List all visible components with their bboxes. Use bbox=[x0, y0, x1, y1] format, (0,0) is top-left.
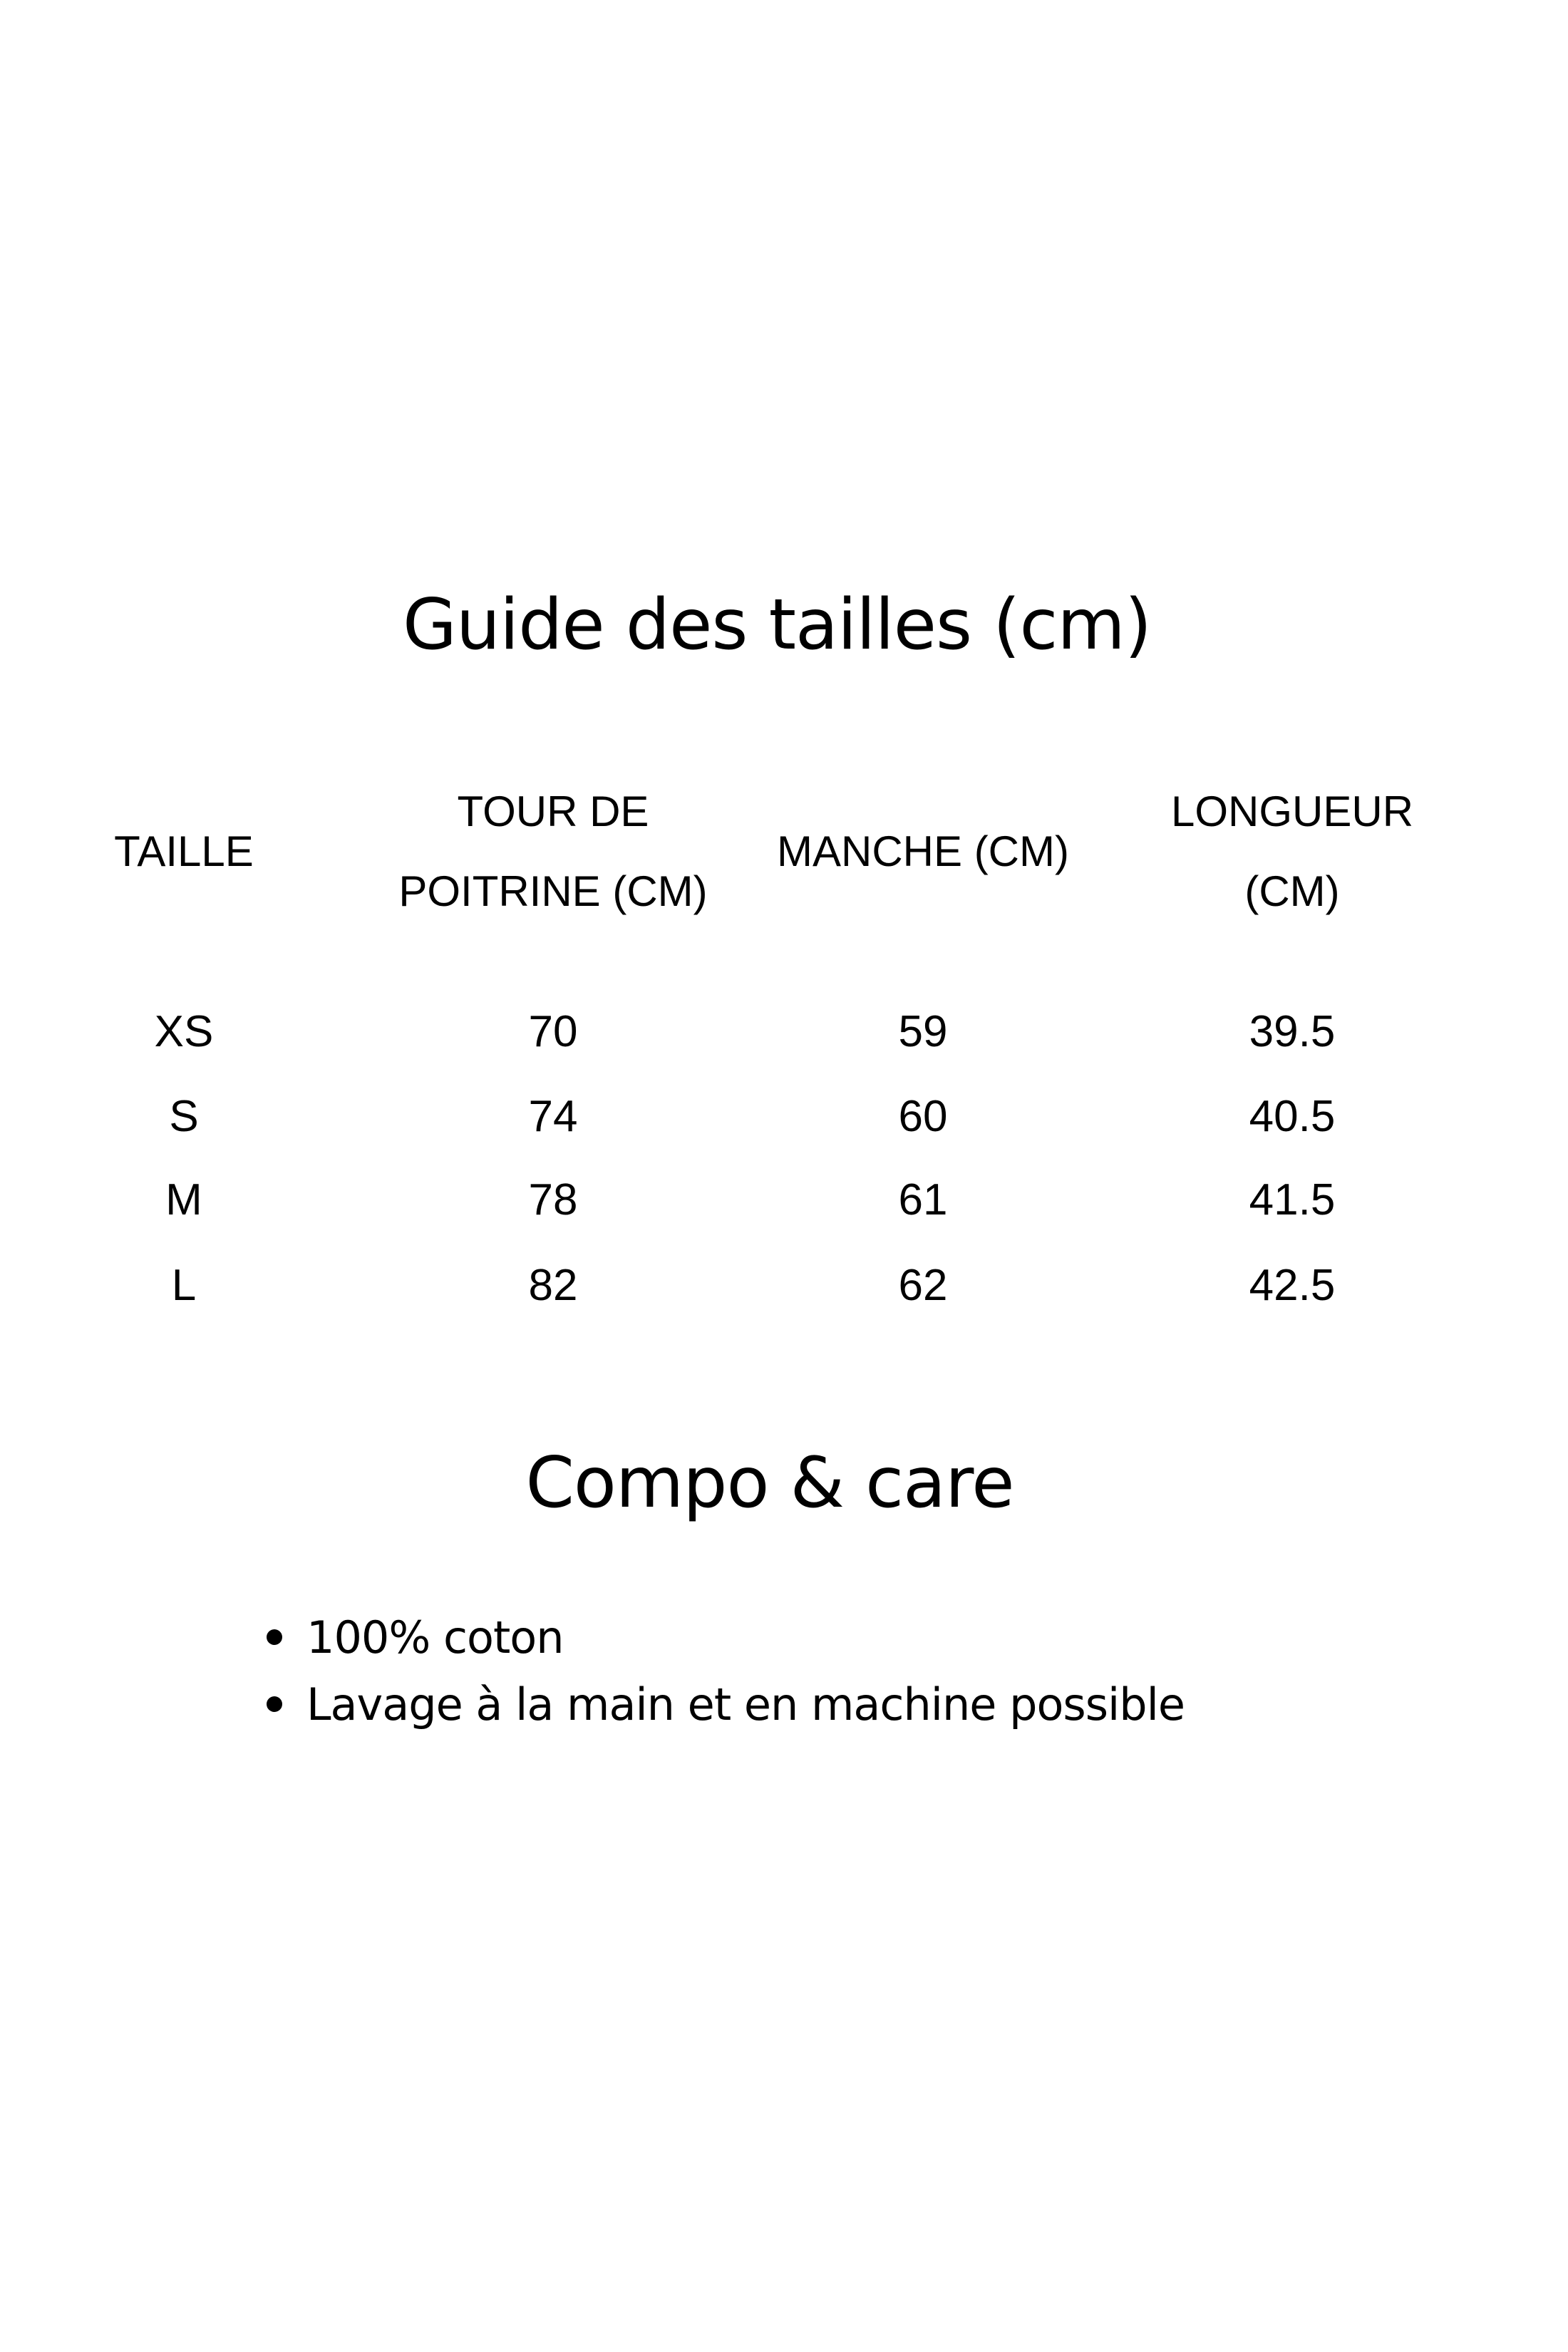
cell-tour-de-poitrine: 82 bbox=[528, 1261, 578, 1310]
cell-manche: 61 bbox=[898, 1175, 948, 1224]
cell-longueur: 39.5 bbox=[1249, 1007, 1336, 1056]
care-item-text: Lavage à la main et en machine possible bbox=[306, 1678, 1185, 1731]
cell-tour-de-poitrine: 70 bbox=[528, 1007, 578, 1056]
list-item bbox=[264, 1671, 1185, 1738]
compo-care-title: Compo & care bbox=[525, 1443, 1014, 1524]
bullet-icon bbox=[267, 1629, 282, 1645]
cell-taille: L bbox=[171, 1261, 197, 1310]
header-longueur bbox=[1171, 770, 1413, 934]
cell-longueur: 42.5 bbox=[1249, 1261, 1336, 1310]
cell-longueur: 41.5 bbox=[1249, 1175, 1336, 1224]
header-manche-label: MANCHE (CM) bbox=[777, 827, 1069, 875]
cell-taille: M bbox=[165, 1175, 202, 1224]
header-taille-label: TAILLE bbox=[114, 827, 254, 875]
header-tour-line2: POITRINE (CM) bbox=[398, 867, 708, 915]
cell-manche: 62 bbox=[898, 1261, 948, 1310]
size-guide-title: Guide des tailles (cm) bbox=[402, 584, 1152, 666]
cell-longueur: 40.5 bbox=[1249, 1092, 1336, 1141]
cell-manche: 60 bbox=[898, 1092, 948, 1141]
cell-manche: 59 bbox=[898, 1007, 948, 1056]
care-item-text: 100% coton bbox=[306, 1611, 564, 1664]
bullet-icon bbox=[267, 1696, 282, 1712]
cell-tour-de-poitrine: 74 bbox=[528, 1092, 578, 1141]
header-tour-de-poitrine bbox=[398, 770, 707, 934]
cell-taille: XS bbox=[154, 1007, 214, 1056]
care-list bbox=[264, 1604, 1185, 1738]
cell-taille: S bbox=[169, 1092, 199, 1141]
header-manche bbox=[777, 770, 1069, 934]
cell-tour-de-poitrine: 78 bbox=[528, 1175, 578, 1224]
header-longueur-line2: (CM) bbox=[1244, 867, 1340, 915]
header-longueur-line1: LONGUEUR bbox=[1170, 788, 1414, 835]
header-taille bbox=[114, 770, 254, 934]
list-item bbox=[264, 1604, 1185, 1671]
header-tour-line1: TOUR DE bbox=[457, 788, 649, 835]
